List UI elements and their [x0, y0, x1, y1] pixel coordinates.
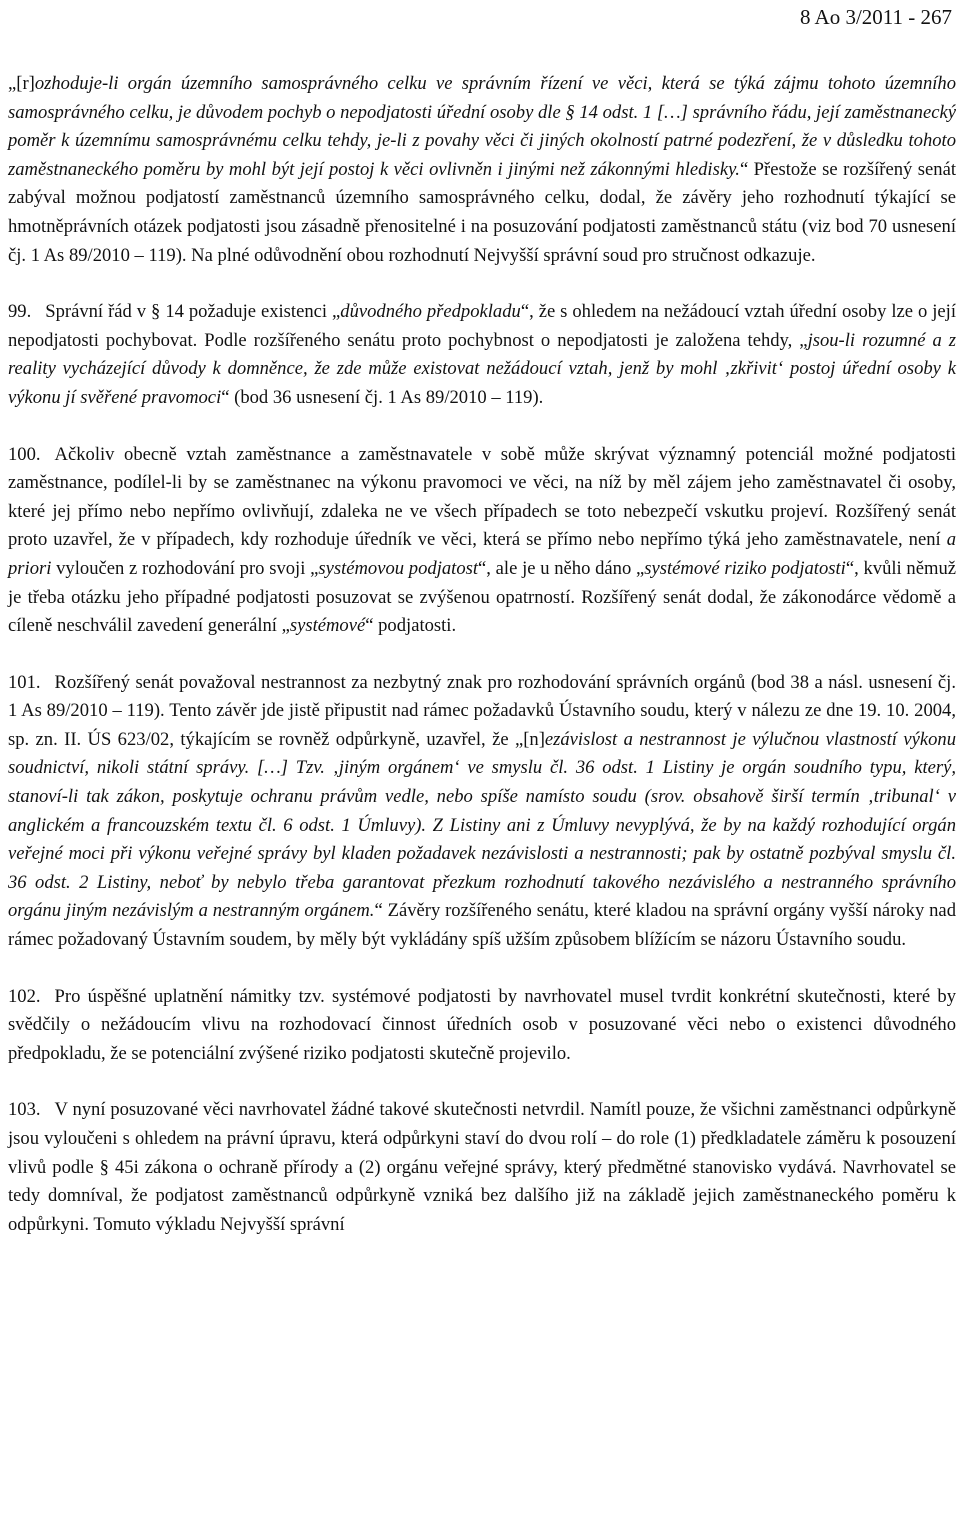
paragraph-text: “, ale je u něho dáno „: [478, 557, 645, 579]
document-body: [8, 70, 956, 1267]
paragraph-number: 102.: [8, 985, 41, 1007]
paragraph-text: „[r]: [8, 73, 35, 94]
paragraph-text: “, kvůli němuž je třeba otázku jeho případné podjatosti posuzovat se zvýšenou opatrností. Rozšířený senát dodal, že zákonodárce vědomě a cíleně neschválil zavedení generální „: [8, 557, 956, 637]
paragraph-p101: [8, 669, 956, 955]
paragraph-text: “, že s ohledem na nežádoucí vztah úřední osoby lze o její nepodjatosti pochybovat. Podle rozšířeného senátu proto pochybnost o nepodjatosti je založena tehdy, „: [8, 301, 957, 351]
paragraph-text: V nyní posuzované věci navrhovatel žádné takové skutečnosti netvrdil. Namítl pouze, že všichni zaměstnanci odpůrkyně jsou vyloučeni s ohledem na právní úpravu, která odpůrkyni staví do dvou rolí – do role (1) předkladatele záměru k posouzení vlivů podle § 45i zákona o ochraně přírody a (2) orgánu veřejné správy, který předmětné stanovisko vydává. Navrhovatel se tedy domníval, že podjatost zaměstnanců odpůrkyně vzniká bez dalšího již na základě jejich zaměstnaneckého poměru k odpůrkyni. Tomuto výkladu Nejvyšší správní: [8, 1099, 956, 1235]
quoted-text: ozhoduje-li orgán územního samosprávného celku ve správním řízení ve věci, která se týká zájmu tohoto územního samosprávného celku, je důvodem pochyb o nepodjatosti úřední osoby dle § 14 odst. 1 […] správního řádu, její zaměstnanecký poměr k územnímu samosprávnému celku tehdy, je-li z povahy věci či jiných okolností patrné podezření, že v důsledku tohoto zaměstnaneckého poměru by mohl být její postoj k věci ovlivněn i jinými než zákonnými hledisky.: [8, 73, 956, 180]
paragraph-p99: [8, 298, 956, 412]
paragraph-p98: [8, 70, 956, 270]
paragraph-number: 99.: [8, 301, 32, 323]
quoted-text: systémové riziko podjatosti: [644, 557, 846, 579]
quoted-text: systémovou podjatost: [318, 557, 479, 579]
paragraph-text: Pro úspěšné uplatnění námitky tzv. systémové podjatosti by navrhovatel musel tvrdit konkrétní skutečnosti, které by svědčily o nežádoucím vlivu na rozhodovací činnost úředních osob v posuzované věci nebo o existenci důvodného předpokladu, že se potenciální zvýšené riziko podjatosti skutečně projevilo.: [8, 985, 956, 1064]
paragraph-text: “ Závěry rozšířeného senátu, které kladou na správní orgány vyšší nároky nad rámec požadovaný Ústavním soudem, by měly být vykládány spíš užším způsobem blížícím se názoru Ústavního soudu.: [8, 900, 956, 951]
paragraph-p103: [8, 1096, 956, 1239]
quoted-text: a priori: [8, 529, 956, 579]
paragraph-p102: [8, 983, 956, 1069]
paragraph-text: vyloučen z rozhodování pro svoji „: [51, 557, 319, 579]
paragraph-text: “ podjatosti.: [365, 615, 457, 637]
quoted-text: jsou-li rozumné a z reality vycházející důvody k domněnce, že zde může existovat nežádoucí vztah, jenž by mohl ‚zkřivit‘ postoj úřední osoby k výkonu jí svěřené pravomoci: [8, 329, 956, 408]
paragraph-number: 103.: [8, 1099, 41, 1121]
quoted-text: důvodného předpokladu: [340, 301, 521, 323]
paragraph-text: Ačkoliv obecně vztah zaměstnance a zaměstnavatele v sobě může skrývat významný potenciál možné podjatosti zaměstnance, podílel-li by se zaměstnanec na výkonu pravomoci ve věci, na níž by měl zájem jeho zaměstnavatel či osoby, které jej přímo nebo nepřímo ovlivňují, zdaleka ne ve všech případech se toto nebezpečí vskutku projeví. Rozšířený senát proto uzavřel, že v případech, kdy rozhoduje úředník ve věci, která se přímo nebo nepřímo týká jeho zaměstnavatele, není: [8, 443, 956, 551]
paragraph-text: “ Přestože se rozšířený senát zabýval možnou podjatostí zaměstnanců územního samosprávného celku, dodal, že závěry jeho rozhodnutí týkající se hmotněprávních otázek podjatosti jsou zásadně přenositelné i na posuzování podjatosti zaměstnanců státu (viz bod 70 usnesení čj. 1 As 89/2010 – 119). Na plné odůvodnění obou rozhodnutí Nejvyšší správní soud pro stručnost odkazuje.: [8, 158, 956, 266]
paragraph-text: Rozšířený senát považoval nestrannost za nezbytný znak pro rozhodování správních orgánů (bod 38 a násl. usnesení čj. 1 As 89/2010 – 119). Tento závěr jde jistě připustit nad rámec požadavků Ústavního soudu, který v nálezu ze dne 19. 10. 2004, sp. zn. II. ÚS 623/02, týkajícím se rovněž odpůrkyně, uzavřel, že „[n]: [8, 671, 956, 750]
quoted-text: systémové: [289, 615, 366, 637]
paragraph-p100: [8, 441, 956, 641]
paragraph-number: 101.: [8, 671, 41, 693]
quoted-text: ezávislost a nestrannost je výlučnou vlastností výkonu soudnictví, nikoli státní správy. […] Tzv. ‚jiným orgánem‘ ve smyslu čl. 36 odst. 1 Listiny je orgán soudního typu, který, stanoví-li tak zákon, poskytuje ochranu právům vedle, nebo spíše namísto soudu (srov. obsahově širší termín ‚tribunal‘ v anglickém a francouzském textu čl. 6 odst. 1 Úmluvy). Z Listiny ani z Úmluvy nevyplývá, že by na každý rozhodující orgán veřejné moci při výkonu veřejné správy byl kladen požadavek nezávislosti a nestrannosti; pak by ostatně pozbýval smyslu čl. 36 odst. 2 Listiny, neboť by nebylo třeba garantovat přezkum rozhodnutí takového nezávislého a nestranného správního orgánu jiným nezávislým a nestranným orgánem.: [8, 728, 956, 922]
page-header-reference: 8 Ao 3/2011 - 267: [799, 5, 952, 29]
paragraph-text: “ (bod 36 usnesení čj. 1 As 89/2010 – 119).: [221, 386, 544, 408]
paragraph-number: 100.: [8, 443, 41, 465]
paragraph-text: Správní řád v § 14 požaduje existenci „: [45, 301, 341, 323]
